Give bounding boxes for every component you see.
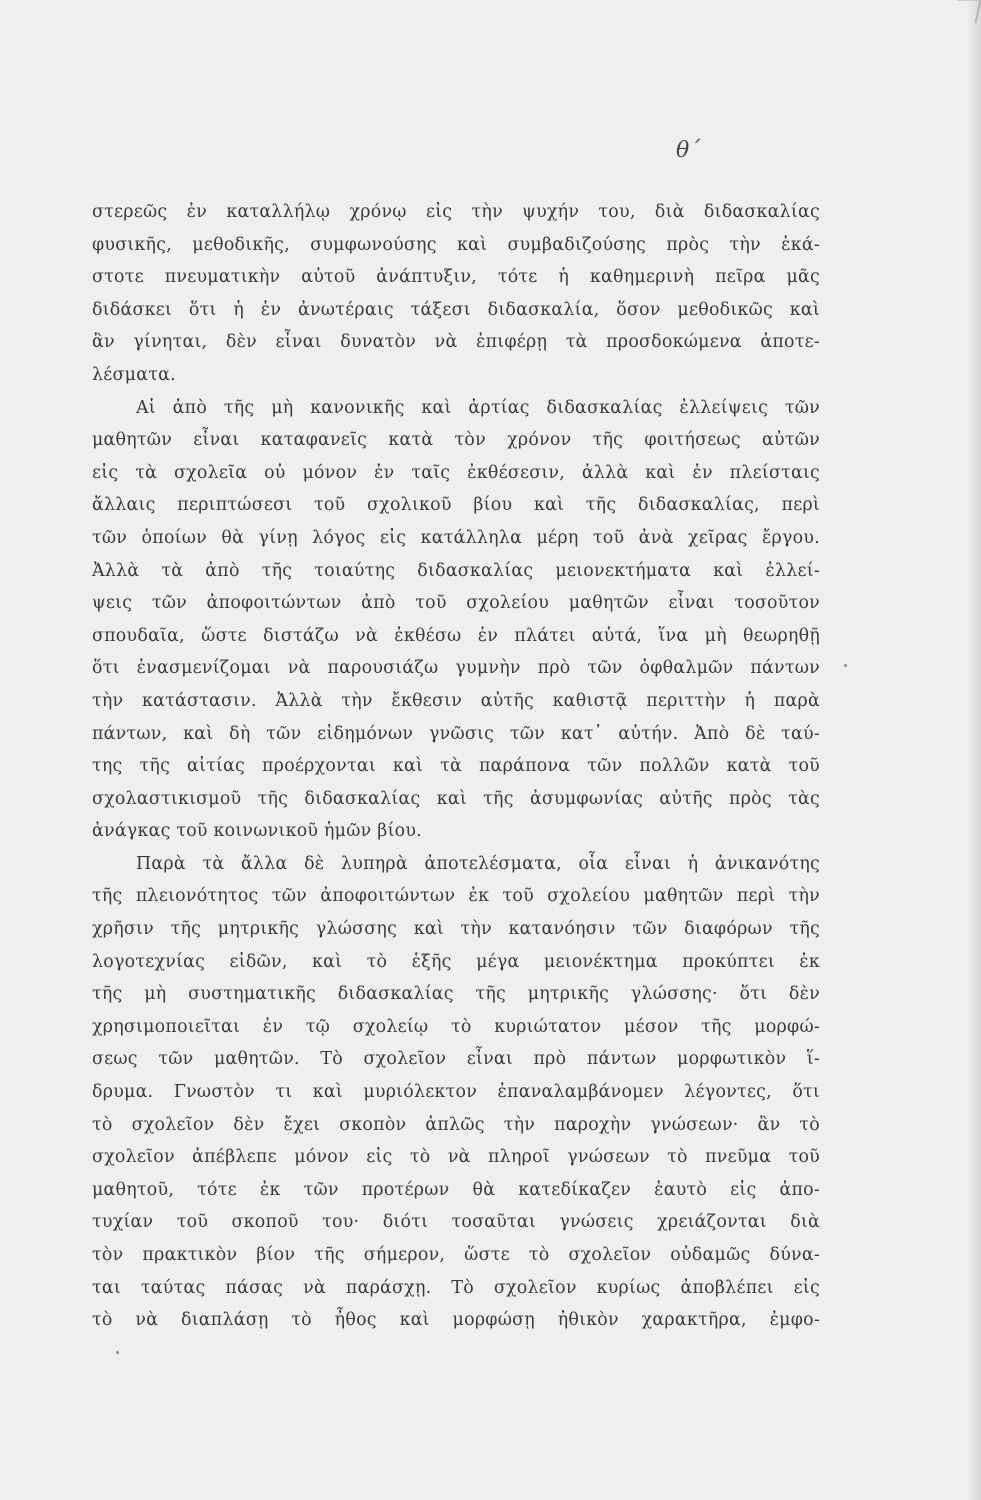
text-line: χρησιμοποιεῖται ἐν τῷ σχολείῳ τὸ κυριώτατον μέσον τῆς μορφώ- — [92, 1016, 820, 1037]
body-text — [92, 196, 820, 1337]
stray-mark — [116, 1351, 119, 1354]
text-line: φυσικῆς, μεθοδικῆς, συμφωνούσης καὶ συμβαδιζούσης πρὸς τὴν ἑκά- — [92, 234, 820, 255]
text-line: λογοτεχνίας εἰδῶν, καὶ τὸ ἑξῆς μέγα μειονέκτημα προκύπτει ἐκ — [92, 951, 820, 972]
text-line: ται ταύτας πάσας νὰ παράσχῃ. Τὸ σχολεῖον κυρίως ἀποβλέπει εἰς — [92, 1277, 820, 1298]
text-line: σπουδαῖα, ὥστε διστάζω νὰ ἐκθέσω ἐν πλάτει αὐτά, ἵνα μὴ θεωρηθῇ — [92, 625, 820, 646]
page-number: θ΄ — [676, 138, 701, 163]
text-line: δρυμα. Γνωστὸν τι καὶ μυριόλεκτον ἐπαναλαμβάνομεν λέγοντες, ὅτι — [92, 1082, 820, 1103]
stray-mark — [844, 664, 847, 667]
text-line: λέσματα. — [92, 364, 176, 385]
text-line: της τῆς αἰτίας προέρχονται καὶ τὰ παράπονα τῶν πολλῶν κατὰ τοῦ — [92, 756, 820, 777]
text-line: τῆς μὴ συστηματικῆς διδασκαλίας τῆς μητρικῆς γλώσσης· ὅτι δὲν — [92, 984, 820, 1005]
text-line: σεως τῶν μαθητῶν. Τὸ σχολεῖον εἶναι πρὸ πάντων μορφωτικὸν ἵ- — [92, 1049, 820, 1070]
text-line: ψεις τῶν ἀποφοιτώντων ἀπὸ τοῦ σχολείου μαθητῶν εἶναι τοσοῦτον — [92, 593, 820, 614]
text-line: Παρὰ τὰ ἄλλα δὲ λυπηρὰ ἀποτελέσματα, οἷα εἶναι ἡ ἀνικανότης — [136, 853, 820, 874]
text-line: στερεῶς ἐν καταλλήλῳ χρόνῳ εἰς τὴν ψυχήν του, διὰ διδασκαλίας — [92, 202, 820, 222]
page-corner-mark — [953, 0, 981, 23]
text-line: σχολαστικισμοῦ τῆς διδασκαλίας καὶ τῆς ἀσυμφωνίας αὐτῆς πρὸς τὰς — [92, 788, 820, 809]
text-line: ἂν γίνηται, δὲν εἶναι δυνατὸν νὰ ἐπιφέρῃ τὰ προσδοκώμενα ἀποτε- — [92, 332, 820, 353]
text-line: Αἱ ἀπὸ τῆς μὴ κανονικῆς καὶ ἀρτίας διδασκαλίας ἐλλείψεις τῶν — [136, 397, 820, 418]
text-line: μαθητοῦ, τότε ἐκ τῶν προτέρων θὰ κατεδίκαζεν ἑαυτὸ εἰς ἀπο- — [92, 1179, 820, 1200]
text-line: στοτε πνευματικὴν αὐτοῦ ἀνάπτυξιν, τότε ἡ καθημερινὴ πεῖρα μᾶς — [92, 267, 820, 288]
text-line: τὴν κατάστασιν. Ἀλλὰ τὴν ἔκθεσιν αὐτῆς καθιστᾷ περιττὴν ἡ παρὰ — [92, 690, 820, 711]
text-line: εἰς τὰ σχολεῖα οὐ μόνον ἐν ταῖς ἐκθέσεσιν, ἀλλὰ καὶ ἐν πλείσταις — [92, 462, 820, 483]
text-line: πάντων, καὶ δὴ τῶν εἰδημόνων γνῶσις τῶν κατ᾽ αὐτήν. Ἀπὸ δὲ ταύ- — [92, 723, 820, 744]
text-line: μαθητῶν εἶναι καταφανεῖς κατὰ τὸν χρόνον τῆς φοιτήσεως αὐτῶν — [92, 430, 820, 451]
text-line: τὸν πρακτικὸν βίον τῆς σήμερον, ὥστε τὸ σχολεῖον οὐδαμῶς δύνα- — [92, 1245, 820, 1265]
page-edge-shadow — [967, 0, 981, 1500]
text-line: διδάσκει ὅτι ἡ ἐν ἀνωτέραις τάξεσι διδασκαλία, ὅσον μεθοδικῶς καὶ — [92, 299, 820, 320]
text-line: τὸ νὰ διαπλάσῃ τὸ ἦθος καὶ μορφώσῃ ἠθικὸν χαρακτῆρα, ἐμφο- — [92, 1310, 820, 1331]
text-line: ἄλλαις περιπτώσεσι τοῦ σχολικοῦ βίου καὶ τῆς διδασκαλίας, περὶ — [92, 495, 820, 516]
text-line: τῆς πλειονότητος τῶν ἀποφοιτώντων ἐκ τοῦ σχολείου μαθητῶν περὶ τὴν — [92, 886, 820, 907]
text-line: τὸ σχολεῖον δὲν ἔχει σκοπὸν ἁπλῶς τὴν παροχὴν γνώσεων· ἂν τὸ — [92, 1114, 820, 1135]
text-line: τυχίαν τοῦ σκοποῦ του· διότι τοσαῦται γνώσεις χρειάζονται διὰ — [92, 1212, 820, 1233]
text-line: τῶν ὁποίων θὰ γίνῃ λόγος εἰς κατάλληλα μέρη τοῦ ἀνὰ χεῖρας ἔργου. — [92, 527, 820, 548]
text-line: ὅτι ἐνασμενίζομαι νὰ παρουσιάζω γυμνὴν πρὸ τῶν ὀφθαλμῶν πάντων — [92, 658, 820, 679]
text-line: Ἀλλὰ τὰ ἀπὸ τῆς τοιαύτης διδασκαλίας μειονεκτήματα καὶ ἐλλεί- — [92, 560, 820, 581]
text-line: χρῆσιν τῆς μητρικῆς γλώσσης καὶ τὴν κατανόησιν τῶν διαφόρων τῆς — [92, 919, 820, 940]
text-line: ἀνάγκας τοῦ κοινωνικοῦ ἡμῶν βίου. — [92, 821, 422, 842]
text-line: σχολεῖον ἀπέβλεπε μόνον εἰς τὸ νὰ πληροῖ γνώσεων τὸ πνεῦμα τοῦ — [92, 1147, 820, 1168]
